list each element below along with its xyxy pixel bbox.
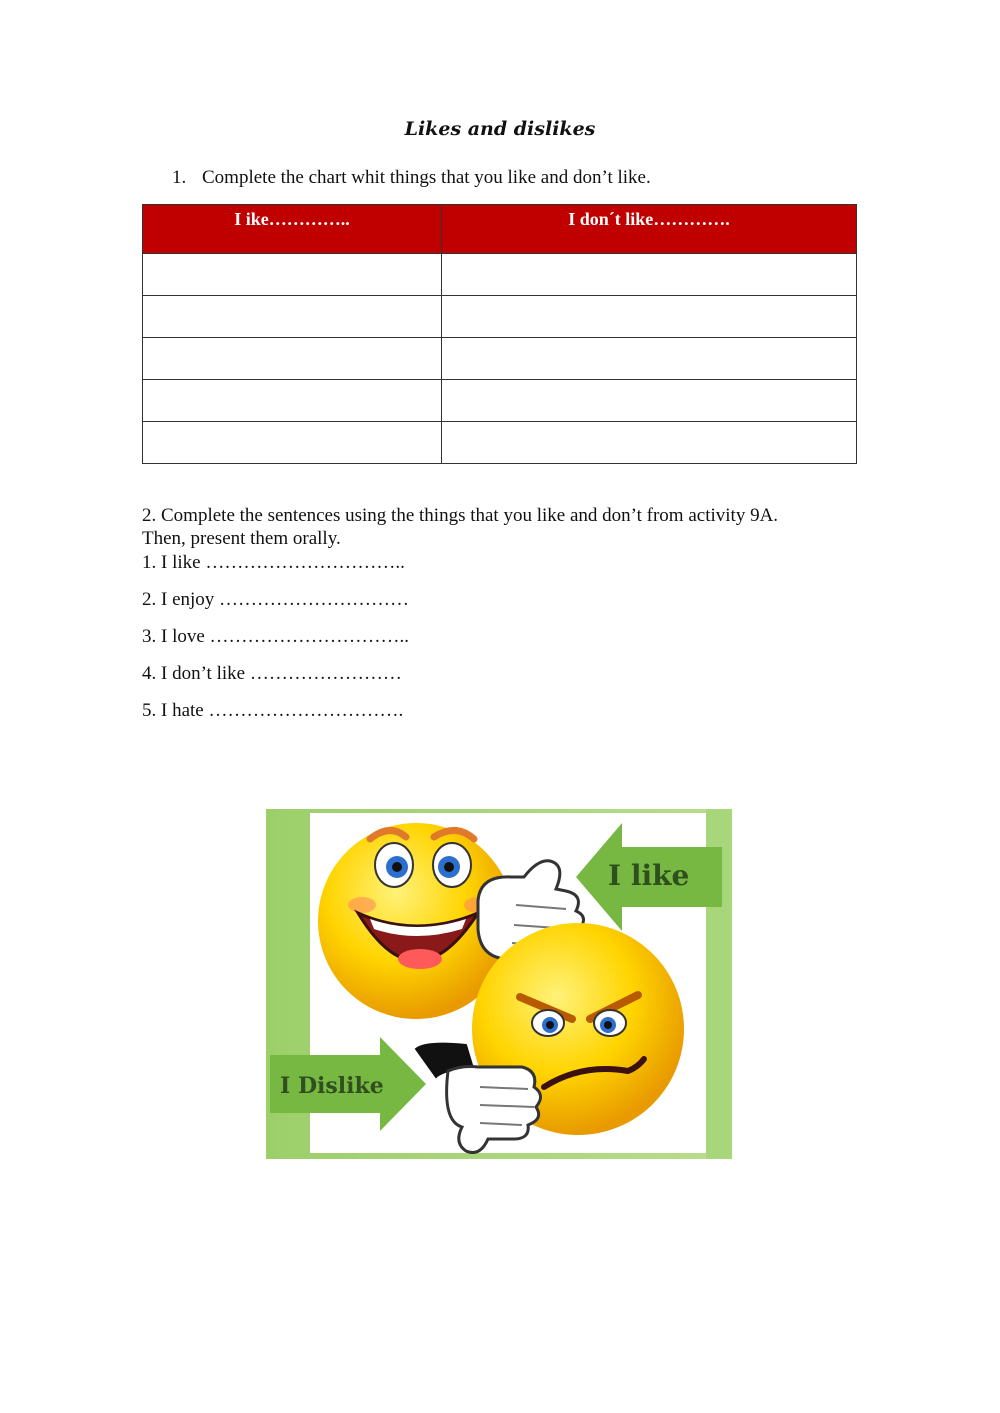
like-cell[interactable]	[143, 380, 442, 422]
activity-1-number: 1.	[172, 167, 187, 188]
sentence-item: 2. I enjoy …………………………	[142, 589, 410, 610]
dislike-cell[interactable]	[441, 296, 856, 338]
sentence-item: 4. I don’t like ……………………	[142, 663, 402, 684]
like-cell[interactable]	[143, 296, 442, 338]
header-i-like: I ike…………..	[143, 205, 442, 254]
worksheet-title: Likes and dislikes	[404, 118, 596, 140]
sentence-item: 5. I hate ………………………….	[142, 700, 404, 721]
sentence-list	[142, 551, 409, 736]
dislike-cell[interactable]	[441, 254, 856, 296]
dislike-cell[interactable]	[441, 380, 856, 422]
chart-row	[143, 380, 857, 422]
activity-2-line-1: 2. Complete the sentences using the things that you like and don’t from activity 9A.	[142, 505, 779, 526]
activity-2-line-2: Then, present them orally.	[142, 528, 341, 549]
likes-dislikes-illustration	[266, 809, 732, 1159]
like-cell[interactable]	[143, 338, 442, 380]
like-cell[interactable]	[143, 254, 442, 296]
activity-1-text: Complete the chart whit things that you like and don’t like.	[202, 167, 651, 188]
chart-row	[143, 338, 857, 380]
chart-row	[143, 254, 857, 296]
header-i-dont-like: I don´t like………….	[441, 205, 856, 254]
activity-1-instruction	[172, 167, 651, 189]
sentence-item: 1. I like …………………………..	[142, 552, 405, 573]
i-like-label: I like	[608, 859, 690, 892]
i-dislike-label: I Dislike	[280, 1073, 384, 1099]
like-cell[interactable]	[143, 422, 442, 464]
dislike-cell[interactable]	[441, 422, 856, 464]
activity-2-instruction	[142, 504, 862, 550]
likes-dislikes-chart	[142, 204, 857, 464]
dislike-cell[interactable]	[441, 338, 856, 380]
chart-row	[143, 296, 857, 338]
sentence-item: 3. I love …………………………..	[142, 626, 410, 647]
chart-row	[143, 422, 857, 464]
